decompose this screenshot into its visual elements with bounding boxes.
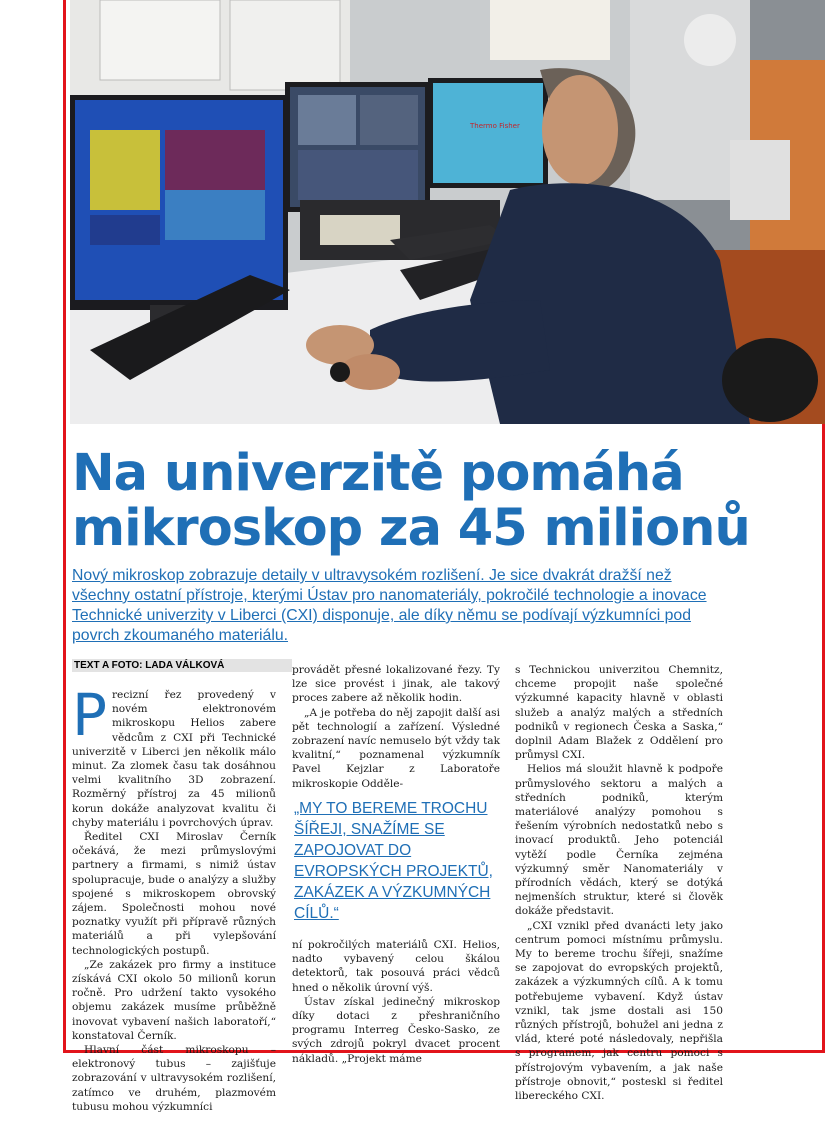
paragraph: Ředitel CXI Miroslav Černík očekává, že mezi průmyslovými partnery a firmami, s nimiž ústav spolupracuje, bude o analýzy a služby spojené s mikroskopem obrovský zájem. Společnosti mohou nové poznatky využít při přípravě různých materiálů a při vylepšování technologických postupů. [72, 831, 276, 957]
paragraph: Hlavní část mikroskopu – elektronový tubus – zajišťuje zobrazování v ultravysokém rozlišení, zatímco ve druhém, plazmovém tubusu mohou výzkumníci [72, 1044, 276, 1113]
paragraph: „CXI vznikl před dvanácti lety jako centrum pomoci místnímu průmyslu. My to bereme trochu šířeji, snažíme se zapojovat do evropských projektů, zakázek a výzkumných cílů. A k tomu potřebujeme vybavení. Když ústav vznikl, tak jsme dostali asi 150 různých přístrojů, bohužel ani jedna z vlád, které poté následovaly, nepřišla s programem, jak centru pomoci s přístrojovým vybavením, a jak naše přístroje obnovit,“ posteskl si ředitel libereckého CXI. [515, 919, 723, 1103]
pull-quote: „MY TO BEREME TROCHU ŠÍŘEJI, SNAŽÍME SE ZAPOJOVAT DO EVROPSKÝCH PROJEKTŮ, ZAKÁZEK A VÝZKUMNÝCH CÍLŮ.“ [294, 800, 493, 922]
column-2-bottom [292, 938, 500, 1066]
column-2-top [292, 663, 500, 791]
article-photo [70, 0, 825, 424]
headline [72, 446, 812, 556]
headline-line-2: mikroskop za 45 milionů [72, 499, 750, 558]
paragraph: „Ze zakázek pro firmy a instituce získává CXI okolo 50 milionů korun ročně. Pro udržení takto vysokého objemu zakázek musíme průběžně inovovat vybavení našich laboratoří,“ konstatoval Černík. [72, 958, 276, 1042]
byline: TEXT A FOTO: LADA VÁLKOVÁ [72, 659, 292, 672]
column-3 [515, 663, 723, 1103]
lead-paragraph: Nový mikroskop zobrazuje detaily v ultravysokém rozlišení. Je sice dvakrát dražší než všechny ostatní přístroje, kterými Ústav pro nanomateriály, pokročilé technologie a inovace Technické univerzity v Liberci (CXI) disponuje, ale díky němu se podívají výzkumníci pod povrch zkoumaného materiálu. [72, 567, 707, 644]
column-1 [72, 681, 276, 1114]
svg-text:Thermo Fisher: Thermo Fisher [470, 122, 520, 130]
paragraph: recizní řez provedený v novém elektronovém mikroskopu Helios zabere vědcům z CXI při Technické univerzitě v Liberci jen několik málo minut. Za zlomek času tak dosáhnou velmi kvalitního 3D zobrazení. Rozměrný přístroj za 45 milionů korun dokáže analyzovat kvalitu či chyby materiálu i povrchových úprav. [72, 689, 276, 829]
paragraph: „A je potřeba do něj zapojit další asi pět technologií a zařízení. Výsledné zobrazení navíc nemuselo být vždy tak kvalitní,“ poznamenal výzkumník Pavel Kejzlar z Laboratoře mikroskopie Odděle- [292, 706, 500, 790]
paragraph: Ústav získal jedinečný mikroskop díky dotaci z přeshraničního programu Interreg Česko-Sasko, ze svých zdrojů pokryl dvacet procent nákladů. „Projekt máme [292, 995, 500, 1065]
headline-line-1: Na univerzitě pomáhá [72, 444, 684, 503]
paragraph: provádět přesné lokalizované řezy. Ty lze sice provést i jinak, ale takový proces zabere až několik hodin. [292, 664, 500, 705]
paragraph: s Technickou univerzitou Chemnitz, chceme propojit naše společné výzkumné kapacity hlavně v oblasti služeb a analýz malých a středních podniků v regionech Česka a Saska,“ doplnil Adam Blažek z Oddělení pro průmysl CXI. [515, 664, 723, 762]
drop-cap: P [72, 681, 107, 749]
paragraph: ní pokročilých materiálů CXI. Helios, nadto vybavený celou škálou detektorů, tak posouvá práci vědců hned o několik úrovní výš. [292, 939, 500, 994]
paragraph: Helios má sloužit hlavně k podpoře průmyslového sektoru a malých a středních podniků, kterým materiálové analýzy pomohou s řešením výrobních nedostatků nebo s inovací produktů. Jeho potenciál vytěží podle Černíka zejména výzkumný směr Nanomateriály v přírodních vědách, který se dotýká nejmenších struktur, které si člověk dokáže představit. [515, 763, 723, 918]
